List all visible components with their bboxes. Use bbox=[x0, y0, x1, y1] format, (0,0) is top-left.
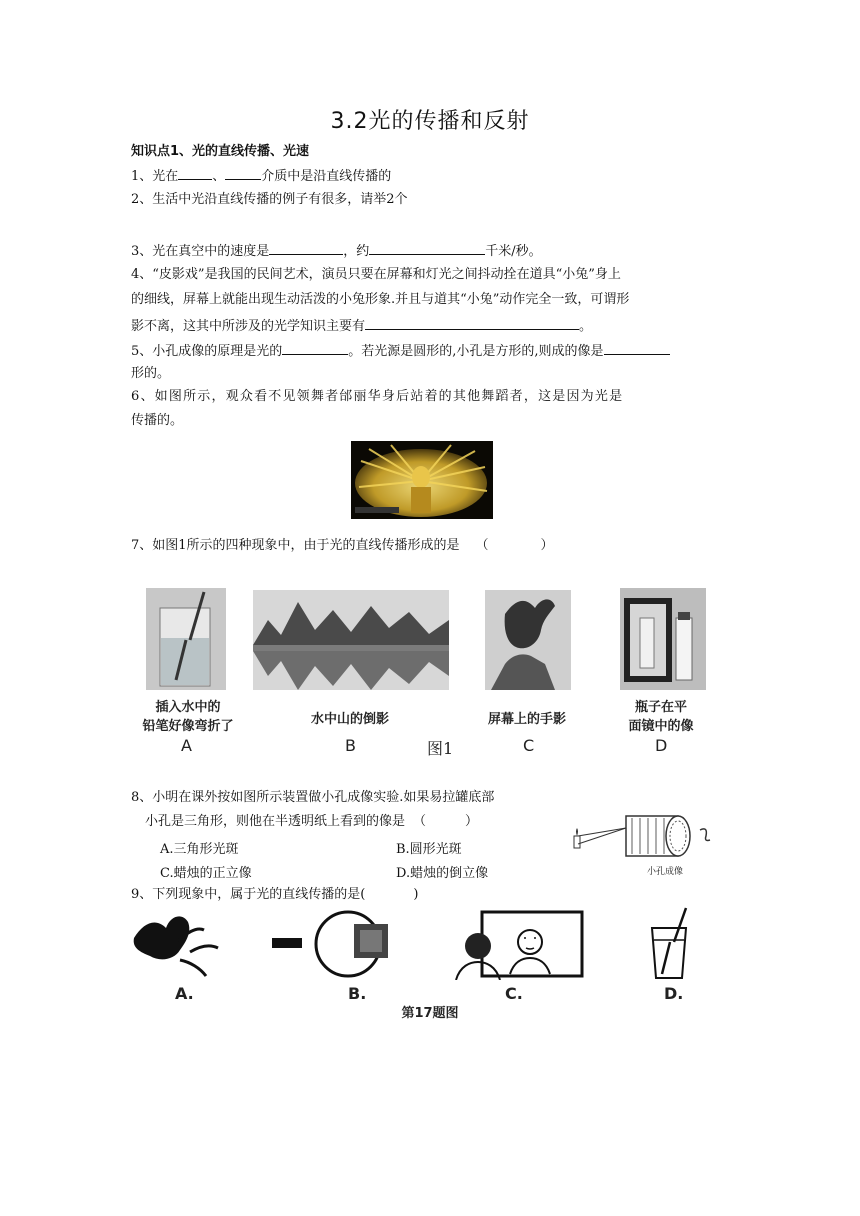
pinhole-figure-caption: 小孔成像 bbox=[646, 867, 683, 877]
magnifier-sketch-graphic bbox=[268, 910, 404, 980]
q7-text: 7、如图1所示的四种现象中，由于光的直线传播形成的是 bbox=[131, 538, 460, 553]
question-9 bbox=[131, 885, 731, 905]
q3-text-a: 3、光在真空中的速度是 bbox=[131, 244, 270, 259]
bottle-mirror-graphic bbox=[620, 588, 706, 690]
q9-close-paren: ) bbox=[413, 887, 419, 902]
q9-letter-d: D. bbox=[664, 984, 684, 1003]
q9-letter-c: C. bbox=[505, 984, 523, 1003]
q4-blank bbox=[365, 315, 579, 330]
q9-text: 9、下列现象中，属于光的直线传播的是( bbox=[131, 887, 366, 902]
question-6-line-1: 6、如图所示，观众看不见领舞者邰丽华身后站着的其他舞蹈者，这是因为光是 bbox=[131, 389, 624, 404]
q1-text-b: 、 bbox=[212, 169, 226, 184]
question-5-line-2: 形的。 bbox=[131, 366, 171, 381]
q9-image-a bbox=[130, 908, 228, 980]
question-2: 2、生活中光沿直线传播的例子有很多，请举2个 bbox=[131, 192, 408, 207]
fig1-caption-a-line-1: 插入水中的 bbox=[155, 700, 221, 715]
q4-end: 。 bbox=[579, 319, 593, 334]
pinhole-camera-graphic bbox=[570, 810, 720, 862]
fig1-image-d bbox=[620, 588, 706, 690]
fig1-caption-a-line-2: 铅笔好像弯折了 bbox=[142, 719, 234, 734]
q3-text-c: 千米/秒。 bbox=[485, 244, 542, 259]
fig1-image-a bbox=[146, 588, 226, 690]
question-1 bbox=[131, 165, 731, 187]
hand-shadow-sketch-graphic bbox=[130, 908, 228, 980]
mountain-reflection-graphic bbox=[253, 590, 449, 690]
q1-blank-1 bbox=[178, 165, 212, 180]
fig1-image-b bbox=[253, 590, 449, 690]
q5-text-b: 。若光源是圆形的,小孔是方形的,则成的像是 bbox=[348, 344, 604, 359]
straw-in-glass-sketch-graphic bbox=[646, 906, 694, 982]
fig1-letter-c: C bbox=[523, 736, 535, 755]
fig1-caption-d-line-2: 面镜中的像 bbox=[628, 719, 694, 734]
fig1-image-c bbox=[485, 590, 571, 690]
q1-text-a: 1、光在 bbox=[131, 169, 179, 184]
q9-figure-caption: 第17题图 bbox=[401, 1006, 459, 1021]
fig1-letter-b: B bbox=[345, 736, 356, 755]
q5-text-a: 5、小孔成像的原理是光的 bbox=[131, 344, 283, 359]
q5-blank-2 bbox=[604, 340, 670, 355]
question-8-line-1: 8、小明在课外按如图所示装置做小孔成像实验.如果易拉罐底部 bbox=[131, 790, 495, 805]
fig1-letter-a: A bbox=[181, 736, 192, 755]
question-4-line-1: 4、“皮影戏”是我国的民间艺术，演员只要在屏幕和灯光之间抖动拴在道具“小兔”身上 bbox=[131, 267, 621, 282]
q8-text: 小孔是三角形，则他在半透明纸上看到的像是 bbox=[145, 814, 406, 829]
q1-text-c: 介质中是沿直线传播的 bbox=[261, 169, 392, 184]
fig1-caption-d bbox=[606, 696, 716, 734]
question-7 bbox=[131, 536, 731, 556]
question-4-line-3 bbox=[131, 315, 731, 337]
mirror-reflection-sketch-graphic bbox=[452, 910, 584, 980]
dance-photo bbox=[351, 441, 493, 519]
fig1-caption-a bbox=[140, 696, 236, 734]
q9-image-c bbox=[452, 910, 584, 980]
q5-blank-1 bbox=[282, 340, 348, 355]
pencil-in-water-graphic bbox=[146, 588, 226, 690]
q3-blank-1 bbox=[269, 240, 343, 255]
q3-text-b: ，约 bbox=[343, 244, 370, 259]
fig1-caption-c: 屏幕上的手影 bbox=[487, 712, 566, 727]
q7-answer-paren: （ ） bbox=[475, 538, 554, 553]
question-4-line-2: 的细线，屏幕上就能出现生动活泼的小兔形象.并且与道其“小兔”动作完全一致，可谓形 bbox=[131, 292, 630, 307]
pinhole-camera-figure bbox=[570, 810, 720, 862]
page-title: 3.2光的传播和反射 bbox=[330, 109, 530, 134]
q9-image-d bbox=[646, 906, 694, 982]
q8-option-c: C.蜡烛的正立像 bbox=[160, 866, 252, 881]
q4-text: 影不离，这其中所涉及的光学知识主要有 bbox=[131, 319, 366, 334]
fig1-caption-d-line-1: 瓶子在平 bbox=[634, 700, 687, 715]
fig1-caption-b: 水中山的倒影 bbox=[310, 712, 389, 727]
q9-image-b bbox=[268, 910, 404, 980]
fig1-letter-d: D bbox=[655, 736, 668, 755]
dance-photo-graphic bbox=[351, 441, 493, 519]
question-3 bbox=[131, 240, 731, 262]
q1-blank-2 bbox=[225, 165, 261, 180]
q3-blank-2 bbox=[369, 240, 485, 255]
q8-option-d: D.蜡烛的倒立像 bbox=[396, 866, 489, 881]
question-6-line-2: 传播的。 bbox=[131, 413, 184, 428]
section-heading: 知识点1、光的直线传播、光速 bbox=[131, 144, 310, 159]
q8-option-a: A.三角形光斑 bbox=[160, 842, 239, 857]
hand-shadow-graphic bbox=[485, 590, 571, 690]
q9-letter-a: A. bbox=[175, 984, 194, 1003]
q8-answer-paren: （ ） bbox=[413, 814, 479, 829]
fig1-label: 图1 bbox=[427, 739, 454, 758]
q9-letter-b: B. bbox=[348, 984, 367, 1003]
q8-option-b: B.圆形光斑 bbox=[396, 842, 462, 857]
question-5-line-1 bbox=[131, 340, 731, 362]
